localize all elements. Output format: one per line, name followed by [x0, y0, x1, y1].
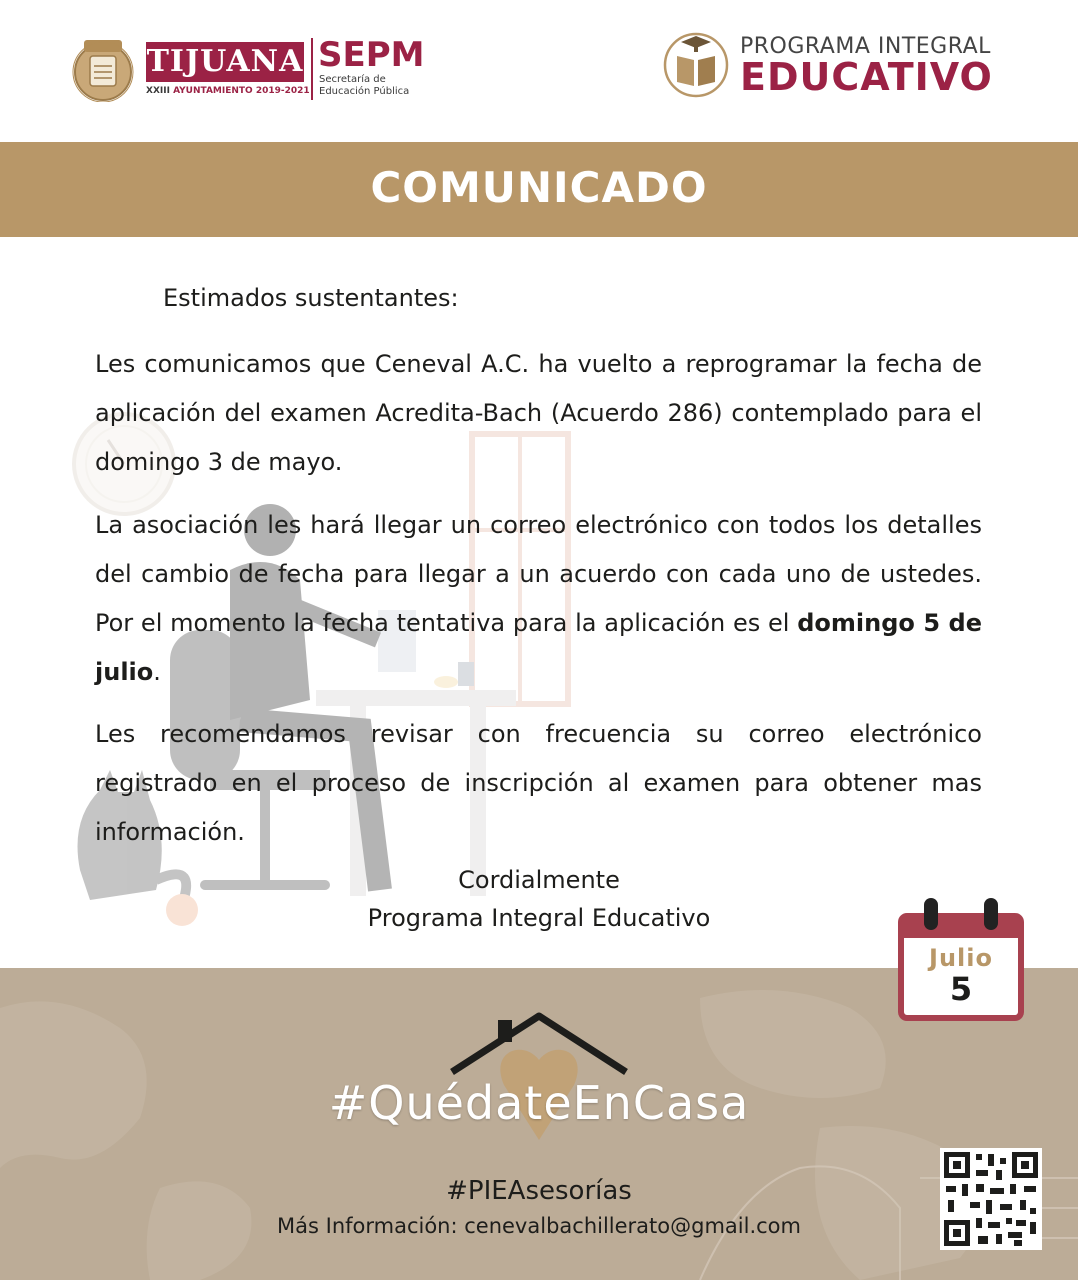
pie-logo-line2: EDUCATIVO — [740, 55, 993, 99]
tijuana-subtitle: XXIII AYUNTAMIENTO 2019-2021 — [146, 86, 310, 96]
header — [0, 0, 1078, 142]
qr-code-icon[interactable] — [940, 1148, 1042, 1250]
greeting: Estimados sustentantes: — [163, 284, 459, 312]
sepm-subtitle: Secretaría de Educación Pública — [319, 74, 410, 97]
calendar-month: Julio — [929, 944, 993, 972]
closing: Cordialmente — [458, 866, 620, 894]
pie-hashtag: #PIEAsesorías — [446, 1176, 632, 1206]
tijuana-logo: TIJUANA — [146, 42, 304, 82]
paragraph-recommendation: Les recomendamos revisar con frecuencia su correo electrónico registrado en el proceso de inscripción al examen para obtener mas información. — [95, 720, 982, 846]
page-title: COMUNICADO — [370, 163, 708, 212]
contact-email[interactable]: Más Información: cenevalbachillerato@gmail.com — [277, 1214, 801, 1238]
calendar-day: 5 — [949, 970, 973, 1008]
tentative-date: domingo 5 de julio — [95, 609, 982, 686]
sepm-logo: SEPM — [318, 35, 425, 75]
paragraph-reschedule: Les comunicamos que Ceneval A.C. ha vuelto a reprogramar la fecha de aplicación del examen Acredita-Bach (Acuerdo 286) contemplado para el domingo 3 de mayo. — [95, 350, 982, 476]
book-logo-icon — [663, 32, 729, 98]
stay-home-hashtag: #QuédateEnCasa — [328, 1076, 750, 1130]
signature: Programa Integral Educativo — [367, 904, 711, 932]
paragraph-email-notice: La asociación les hará llegar un correo electrónico con todos los detalles del cambio de fecha para llegar a un acuerdo con cada uno de ustedes. Por el momento la fecha tentativa para la aplicación es el domingo 5 de julio. — [95, 511, 982, 686]
tijuana-crest-icon — [70, 36, 136, 102]
title-banner — [0, 142, 1078, 237]
pie-logo-line1: PROGRAMA INTEGRAL — [740, 34, 991, 59]
logo-divider — [311, 38, 313, 100]
